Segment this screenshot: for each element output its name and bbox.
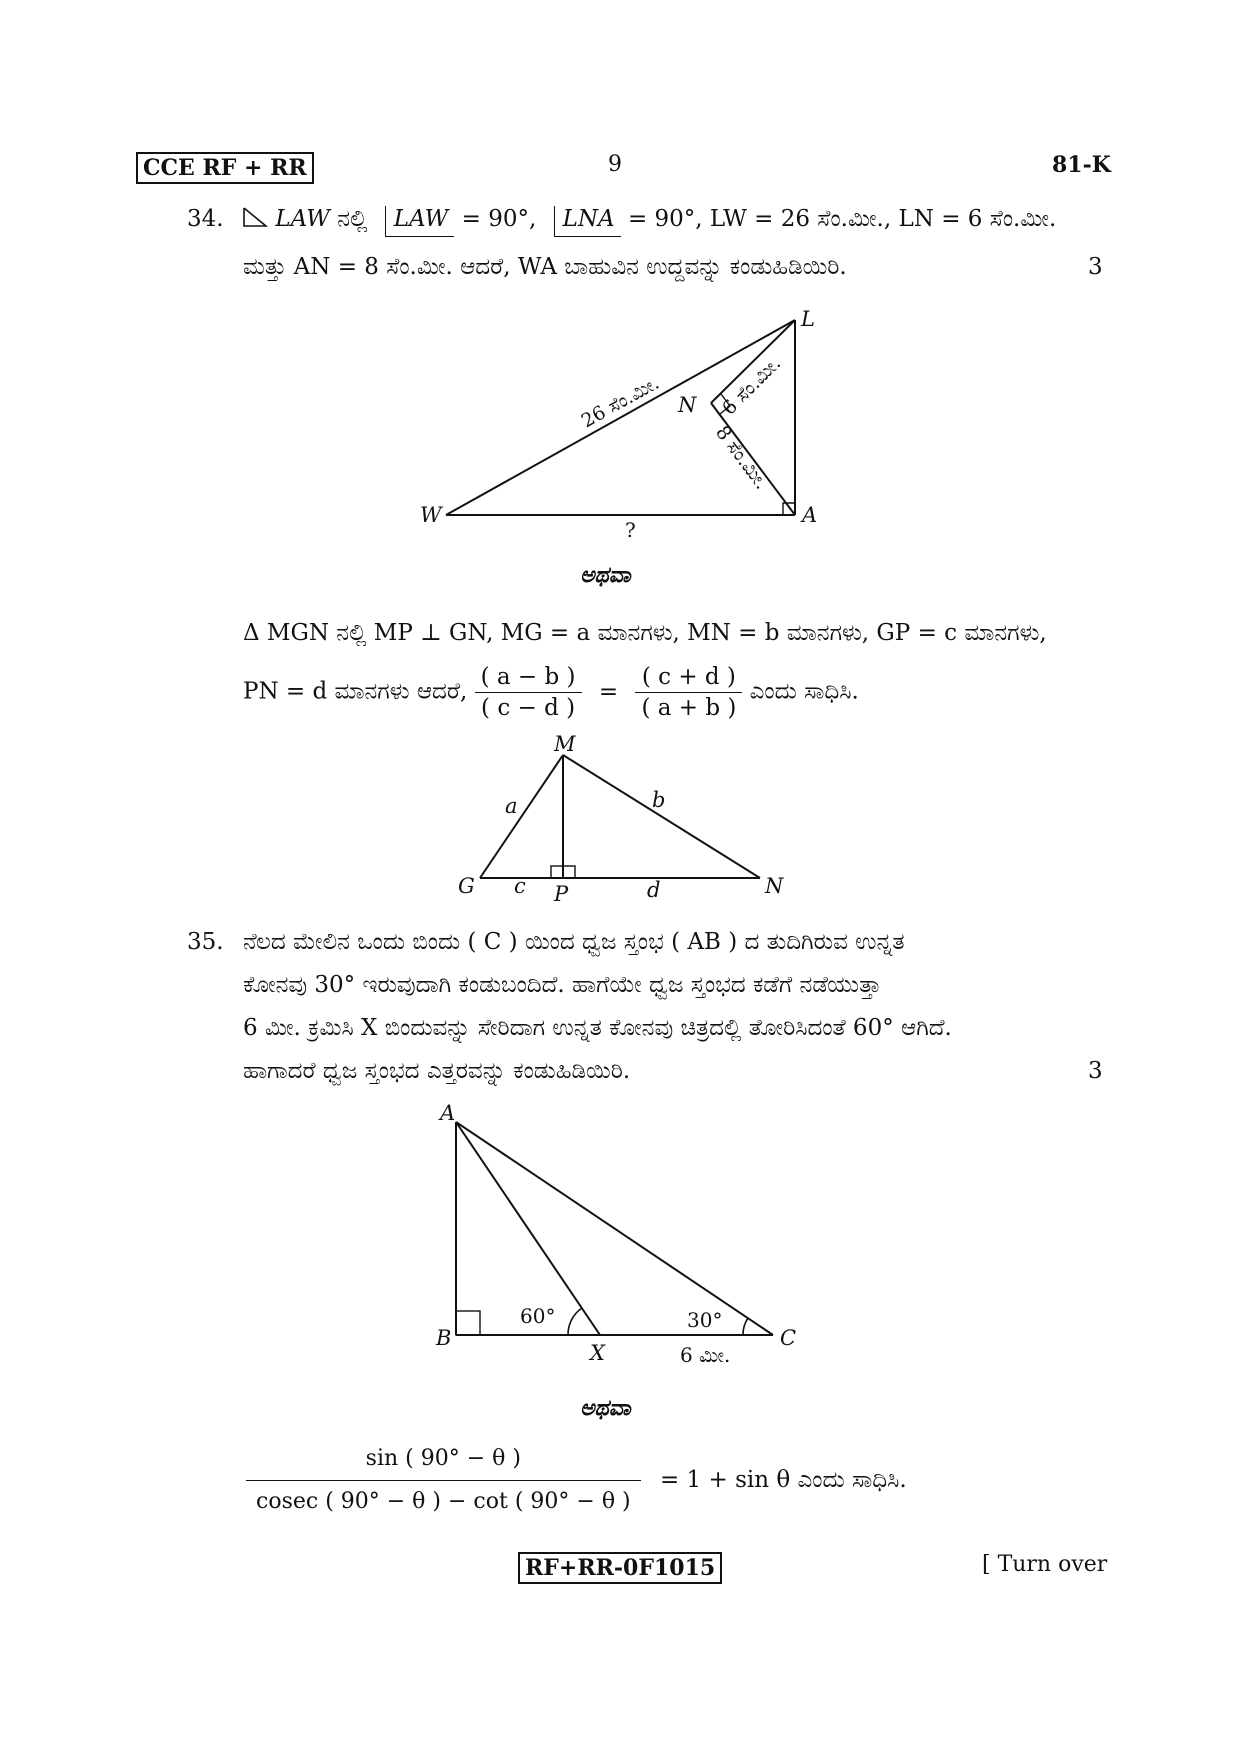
label-x: X xyxy=(590,1341,605,1365)
identity-fraction xyxy=(246,1444,641,1517)
label-n: N xyxy=(678,393,697,417)
q35-line4: ಹಾಗಾದರೆ ಧ್ವಜ ಸ್ತಂಭದ ಎತ್ತರವನ್ನು ಕಂಡುಹಿಡಿಯಿರಿ. xyxy=(243,1058,631,1084)
right-angle-b xyxy=(456,1311,480,1335)
identity-denominator: cosec ( 90° − θ ) − cot ( 90° − θ ) xyxy=(256,1489,631,1514)
flagpole-figure xyxy=(430,1100,810,1370)
label-ln-length: 6 ಸೆಂ.ಮೀ. xyxy=(717,352,786,420)
q34-triangle-figure xyxy=(410,300,830,540)
side-mn xyxy=(563,755,760,878)
label-d-side: d xyxy=(647,878,661,902)
side-lw xyxy=(446,320,795,515)
q34-alt-line2 xyxy=(243,662,859,723)
line-ac xyxy=(456,1122,773,1335)
q34-fraction-left xyxy=(475,662,582,723)
label-a-side: a xyxy=(505,794,518,818)
frac-left-num: ( a − b ) xyxy=(475,662,582,693)
label-angle-30: 30° xyxy=(687,1308,723,1332)
label-b-base: B xyxy=(436,1326,452,1350)
q34-angle-law: LAW xyxy=(385,206,455,237)
q35-marks: 3 xyxy=(1088,1058,1103,1084)
label-p: P xyxy=(554,882,569,905)
frac-right-den: ( a + b ) xyxy=(641,695,737,721)
label-b-side: b xyxy=(652,788,666,812)
turn-over: [ Turn over xyxy=(982,1552,1108,1577)
q35-number: 35. xyxy=(187,929,224,955)
q34-fraction-right xyxy=(635,662,742,723)
label-w: W xyxy=(420,503,442,527)
q34-prove: ಎಂದು ಸಾಧಿಸಿ. xyxy=(749,678,859,705)
label-a-top: A xyxy=(440,1101,456,1125)
q34-equals: = xyxy=(598,678,619,705)
label-angle-60: 60° xyxy=(520,1304,556,1328)
q34-or: ಅಥವಾ xyxy=(580,562,631,588)
label-distance-6m: 6 ಮೀ. xyxy=(680,1343,731,1367)
footer-code-box: RF+RR-0F1015 xyxy=(518,1552,722,1584)
side-mg xyxy=(480,755,563,878)
q34-line1 xyxy=(242,204,1056,234)
q34-eq2: = 90°, xyxy=(627,206,703,232)
q35-line3: 6 ಮೀ. ಕ್ರಮಿಸಿ X ಬಿಂದುವನ್ನು ಸೇರಿದಾಗ ಉನ್ನತ ಕೋನವು ಚಿತ್ರದಲ್ಲಿ ತೋರಿಸಿದಂತೆ 60° ಆಗಿದೆ. xyxy=(243,1015,952,1041)
q34-angle-lna: LNA xyxy=(554,206,621,237)
label-l: L xyxy=(801,307,815,331)
q34-alt-line1: Δ MGN ನಲ್ಲಿ MP ⊥ GN, MG = a ಮಾನಗಳು, MN = b ಮಾನಗಳು, GP = c ಮಾನಗಳು, xyxy=(243,620,1047,646)
label-c: C xyxy=(780,1326,797,1350)
q35-line2: ಕೋನವು 30° ಇರುವುದಾಗಿ ಕಂಡುಬಂದಿದೆ. ಹಾಗೆಯೇ ಧ್ವಜ ಸ್ತಂಭದ ಕಡೆಗೆ ನಡೆಯುತ್ತಾ xyxy=(243,972,882,998)
q34-eq1: = 90°, xyxy=(461,206,537,232)
q34-marks: 3 xyxy=(1088,254,1103,280)
q34-triangle-name: LAW xyxy=(275,206,330,232)
angle-arc-30 xyxy=(743,1318,748,1335)
label-c-side: c xyxy=(514,874,526,898)
label-g: G xyxy=(458,874,475,898)
label-n2: N xyxy=(765,874,784,898)
identity-numerator: sin ( 90° − θ ) xyxy=(246,1444,641,1481)
label-m: M xyxy=(554,735,576,756)
frac-right-num: ( c + d ) xyxy=(635,662,742,693)
q34-given: LW = 26 ಸೆಂ.ಮೀ., LN = 6 ಸೆಂ.ಮೀ. xyxy=(709,206,1057,232)
q35-line1: ನೆಲದ ಮೇಲಿನ ಒಂದು ಬಿಂದು ( C ) ಯಿಂದ ಧ್ವಜ ಸ್ತಂಭ ( AB ) ದ ತುದಿಗಿರುವ ಉನ್ನತ xyxy=(243,929,905,955)
q35-or: ಅಥವಾ xyxy=(580,1395,631,1421)
triangle-icon xyxy=(242,206,268,228)
angle-arc-60 xyxy=(568,1308,582,1335)
mgn-triangle-figure xyxy=(450,735,790,905)
label-an-length: 8 ಸೆಂ.ಮೀ. xyxy=(711,421,773,494)
identity-rhs: = 1 + sin θ ಎಂದು ಸಾಧಿಸಿ. xyxy=(659,1466,907,1493)
q34-number: 34. xyxy=(187,206,224,232)
paper-code-box: CCE RF + RR xyxy=(136,152,314,184)
subject-code: 81-K xyxy=(1052,152,1111,178)
label-wa-unknown: ? xyxy=(625,518,636,540)
q34-nalli: ನಲ್ಲಿ xyxy=(337,206,368,232)
frac-left-den: ( c − d ) xyxy=(481,695,576,721)
page-number: 9 xyxy=(608,152,622,177)
label-a: A xyxy=(802,503,818,527)
q35-alt-identity xyxy=(246,1444,907,1517)
label-lw-length: 26 ಸೆಂ.ಮೀ. xyxy=(577,371,663,433)
q34-alt-given-pn: PN = d ಮಾನಗಳು ಆದರೆ, xyxy=(243,678,468,705)
q34-line2: ಮತ್ತು AN = 8 ಸೆಂ.ಮೀ. ಆದರೆ, WA ಬಾಹುವಿನ ಉದ್ದವನ್ನು ಕಂಡುಹಿಡಿಯಿರಿ. xyxy=(243,254,847,280)
